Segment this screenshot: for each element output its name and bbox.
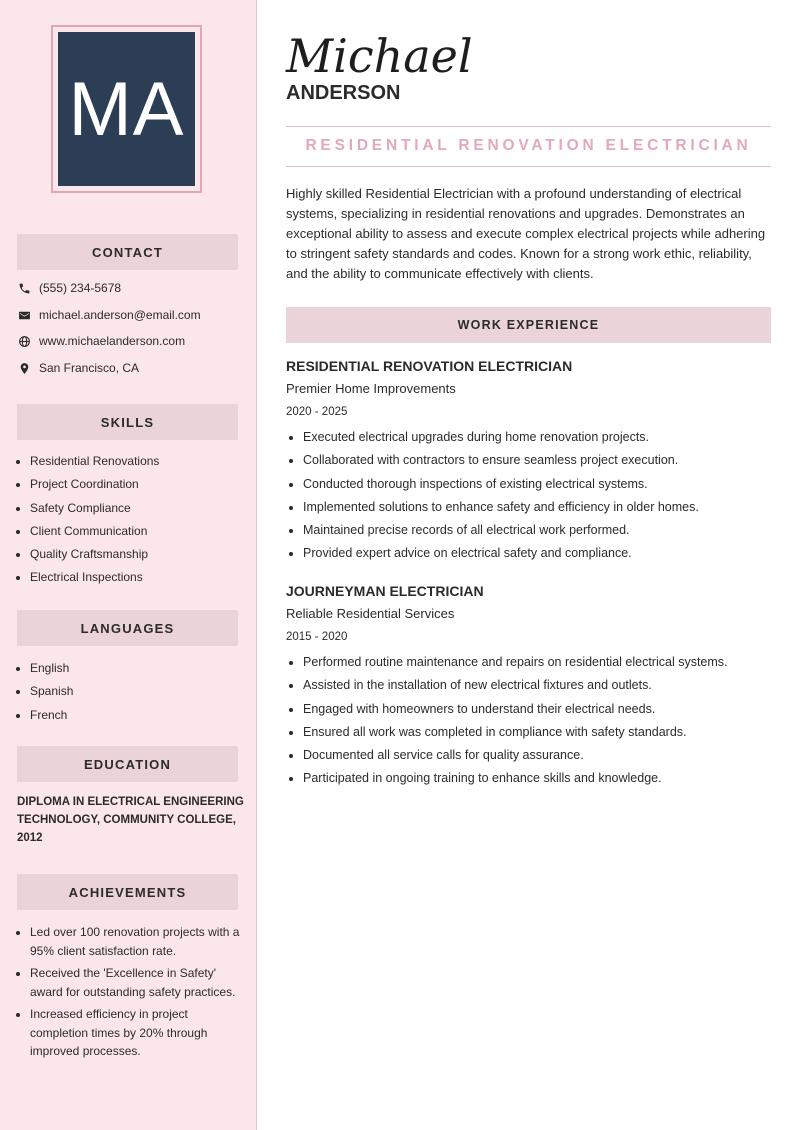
job-bullets [286, 651, 771, 791]
mail-icon [17, 308, 31, 322]
job-role: RESIDENTIAL RENOVATION ELECTRICIAN [286, 358, 573, 374]
last-name: ANDERSON [286, 82, 401, 104]
job-dates: 2015 - 2020 [286, 631, 348, 643]
list-item: • Ensured all work was completed in compliance with safety standards. [303, 721, 771, 744]
list-item: • Executed electrical upgrades during home renovation projects. [303, 426, 771, 449]
divider [286, 126, 771, 127]
list-item: • Performed routine maintenance and repairs on residential electrical systems. [303, 651, 771, 674]
work-experience-header: WORK EXPERIENCE [286, 307, 771, 343]
achievements-list [17, 923, 245, 1065]
job-company: Premier Home Improvements [286, 381, 456, 396]
monogram-logo: MA [58, 32, 195, 186]
contact-location-text: San Francisco, CA [39, 361, 140, 375]
list-item: • Conducted thorough inspections of existing electrical systems. [303, 473, 771, 496]
job-entry [286, 580, 771, 791]
list-item: • Implemented solutions to enhance safety and efficiency in older homes. [303, 496, 771, 519]
languages-list [17, 657, 245, 727]
contact-email[interactable] [17, 305, 201, 325]
list-item: • Collaborated with contractors to ensure seamless project execution. [303, 449, 771, 472]
list-item: • Spanish [30, 680, 245, 703]
globe-icon [17, 334, 31, 348]
list-item: • Quality Craftsmanship [30, 543, 245, 566]
list-item: • Electrical Inspections [30, 566, 245, 589]
list-item: • Led over 100 renovation projects with a 95% client satisfaction rate. [30, 923, 245, 960]
list-item: • Provided expert advice on electrical safety and compliance. [303, 542, 771, 565]
list-item: • Residential Renovations [30, 450, 245, 473]
job-title: RESIDENTIAL RENOVATION ELECTRICIAN [305, 137, 752, 154]
contact-header: CONTACT [17, 234, 238, 270]
sidebar [0, 0, 257, 1130]
first-name: Michael [286, 29, 473, 83]
phone-icon [17, 281, 31, 295]
list-item: • Received the 'Excellence in Safety' award for outstanding safety practices. [30, 964, 245, 1001]
skills-list [17, 450, 245, 590]
list-item: • Assisted in the installation of new electrical fixtures and outlets. [303, 674, 771, 697]
job-role: JOURNEYMAN ELECTRICIAN [286, 583, 484, 599]
education-entry: DIPLOMA IN ELECTRICAL ENGINEERING TECHNOLOGY, COMMUNITY COLLEGE, 2012 [17, 796, 244, 844]
list-item: • Project Coordination [30, 473, 245, 496]
list-item: • English [30, 657, 245, 680]
list-item: • Engaged with homeowners to understand their electrical needs. [303, 698, 771, 721]
list-item: • Client Communication [30, 520, 245, 543]
list-item: • Documented all service calls for quality assurance. [303, 744, 771, 767]
list-item: • Participated in ongoing training to enhance skills and knowledge. [303, 767, 771, 790]
job-bullets [286, 426, 771, 566]
languages-header: LANGUAGES [17, 610, 238, 646]
contact-email-text: michael.anderson@email.com [39, 308, 201, 322]
summary-paragraph: Highly skilled Residential Electrician with a profound understanding of electrical systems, specializing in residential renovations and upgrades. Demonstrates an exceptional ability to assess and execute complex electrical projects while adhering to stringent safety standards and codes. Known for a strong work ethic, reliability, and the ability to communicate effectively with clients. [286, 186, 766, 281]
list-item: • Maintained precise records of all electrical work performed. [303, 519, 771, 542]
contact-website[interactable] [17, 331, 185, 351]
list-item: • Safety Compliance [30, 497, 245, 520]
contact-website-text: www.michaelanderson.com [39, 334, 186, 348]
contact-phone-text: (555) 234-5678 [39, 281, 122, 295]
contact-location [17, 358, 139, 378]
divider [286, 166, 771, 167]
job-company: Reliable Residential Services [286, 606, 455, 621]
monogram-frame [51, 25, 202, 193]
list-item: • French [30, 704, 245, 727]
location-pin-icon [17, 361, 31, 375]
list-item: • Increased efficiency in project completion times by 20% through improved processes. [30, 1005, 245, 1061]
job-entry [286, 355, 771, 566]
achievements-header: ACHIEVEMENTS [17, 874, 238, 910]
skills-header: SKILLS [17, 404, 238, 440]
job-dates: 2020 - 2025 [286, 406, 348, 418]
education-header: EDUCATION [17, 746, 238, 782]
contact-phone[interactable] [17, 278, 121, 298]
